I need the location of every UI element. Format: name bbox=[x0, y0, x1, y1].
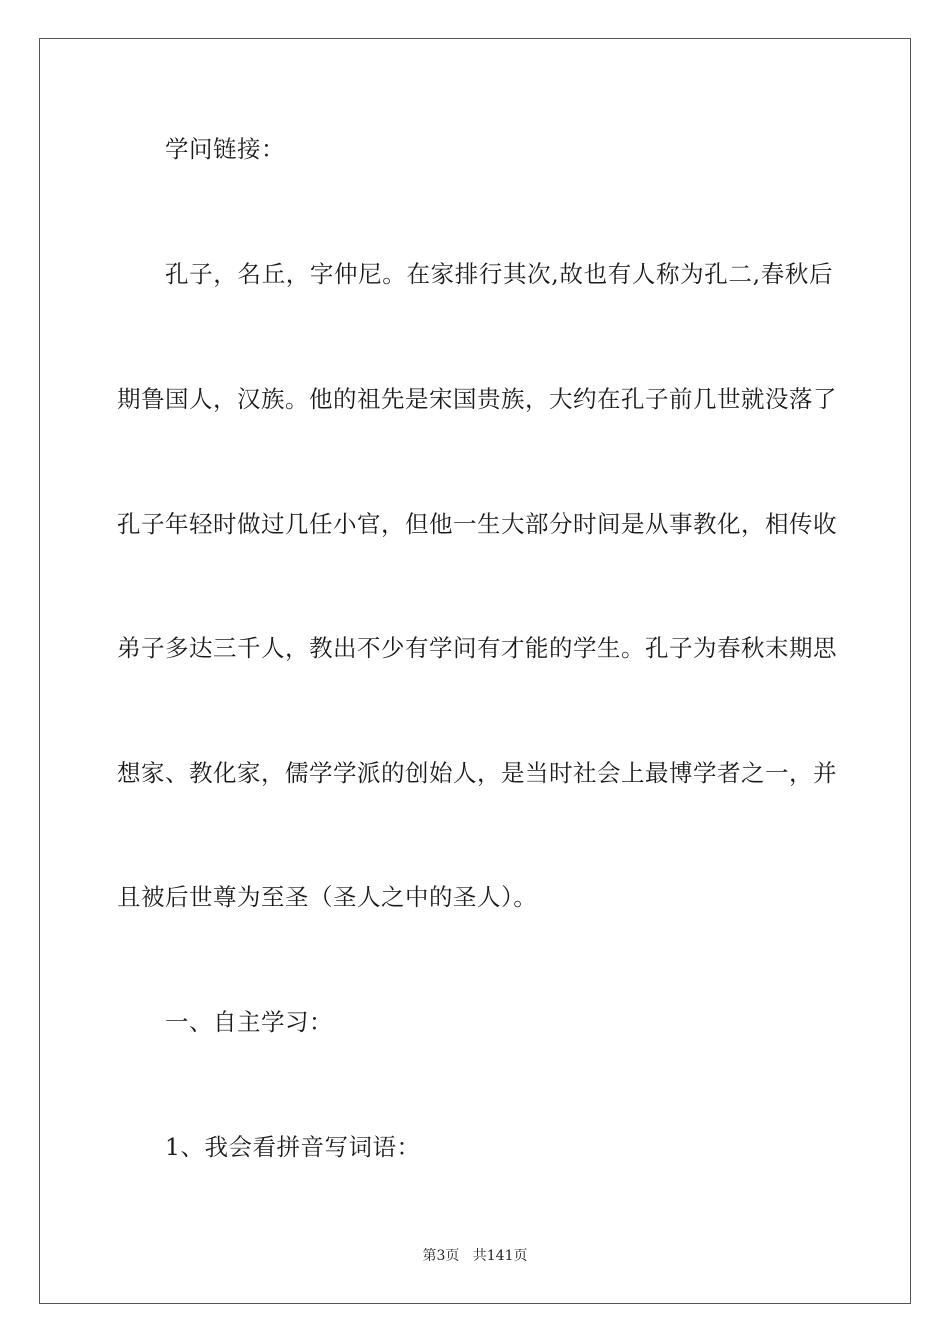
section-title: 一、自主学习： bbox=[165, 1008, 333, 1036]
page-border bbox=[39, 38, 911, 1304]
link-heading: 学问链接： bbox=[165, 135, 285, 163]
paragraph-line: 弟子多达三千人，教出不少有学问有才能的学生。孔子为春秋末期思 bbox=[117, 634, 837, 662]
paragraph-line: 想家、教化家，儒学学派的创始人，是当时社会上最博学者之一，并 bbox=[117, 759, 837, 787]
subsection-title: 1、我会看拼音写词语： bbox=[165, 1133, 421, 1161]
paragraph-line: 期鲁国人，汉族。他的祖先是宋国贵族，大约在孔子前几世就没落了 bbox=[117, 385, 837, 413]
paragraph-line: 孔子年轻时做过几任小官，但他一生大部分时间是从事教化，相传收 bbox=[117, 510, 837, 538]
total-pages: 共141页 bbox=[472, 1248, 528, 1264]
page-footer bbox=[0, 1247, 950, 1265]
paragraph-line: 孔子，名丘，字仲尼。在家排行其次,故也有人称为孔二,春秋后 bbox=[165, 260, 833, 288]
paragraph-line: 且被后世尊为至圣（圣人之中的圣人）。 bbox=[117, 883, 538, 911]
page-number: 第3页 bbox=[422, 1248, 460, 1264]
